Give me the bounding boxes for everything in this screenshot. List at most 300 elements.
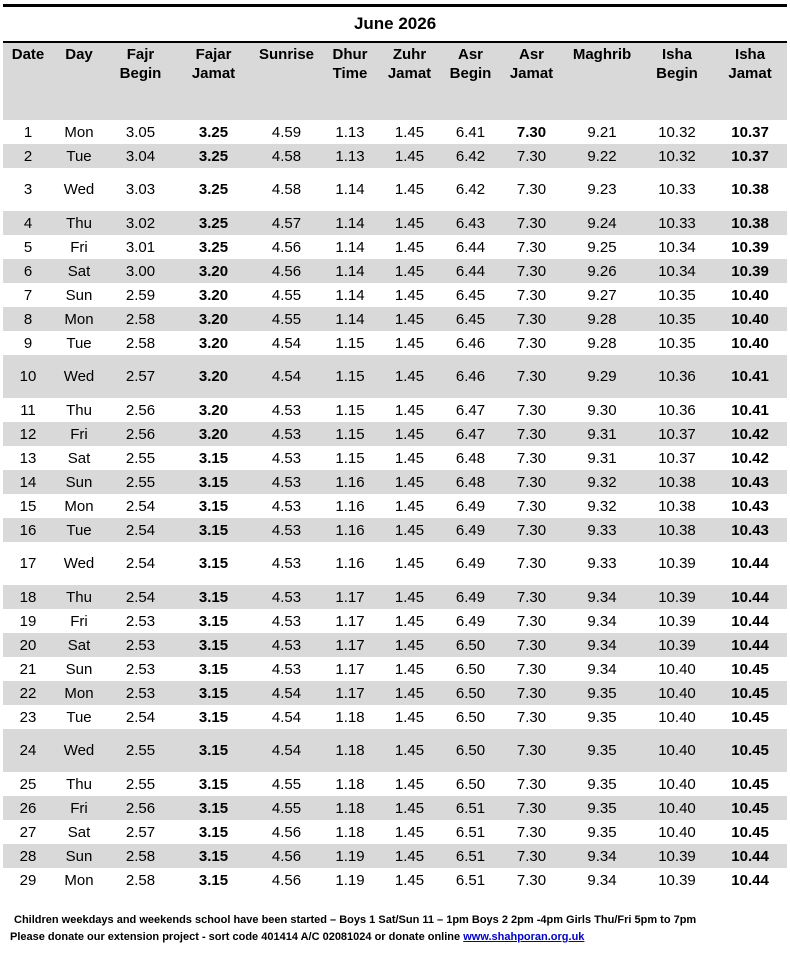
cell-date: 21 [19, 660, 37, 678]
title-row [3, 6, 787, 43]
cell-sunrise: 4.55 [251, 307, 322, 331]
cell-asr-jamat: 7.30 [516, 497, 547, 515]
cell-date: 28 [3, 844, 53, 868]
table-row [3, 355, 787, 398]
cell-fajr-begin: 2.54 [105, 585, 176, 609]
cell-dhur: 1.18 [322, 729, 378, 772]
cell-asr-begin: 6.51 [455, 871, 486, 889]
cell-fajr-begin: 2.59 [125, 286, 156, 304]
cell-day: Sat [53, 259, 105, 283]
cell-day: Mon [64, 871, 94, 889]
cell-dhur: 1.14 [335, 181, 365, 198]
cell-isha-begin: 10.35 [658, 286, 696, 304]
table-row [3, 283, 787, 307]
cell-fajr-begin: 2.58 [105, 307, 176, 331]
cell-day: Sun [53, 844, 105, 868]
col-header-fajr-begin: Fajr Begin [105, 42, 176, 120]
cell-dhur: 1.16 [322, 470, 378, 494]
cell-day: Fri [53, 422, 105, 446]
cell-isha-begin: 10.38 [641, 470, 713, 494]
cell-date: 18 [3, 585, 53, 609]
cell-fajr-begin: 2.53 [125, 612, 156, 630]
cell-sunrise: 4.54 [271, 708, 302, 726]
cell-dhur: 1.15 [335, 401, 365, 419]
table-row [3, 585, 787, 609]
cell-dhur: 1.17 [322, 585, 378, 609]
cell-zuhr-jamat: 1.45 [394, 775, 425, 793]
cell-dhur: 1.17 [335, 612, 365, 630]
cell-maghrib: 9.28 [587, 334, 617, 352]
cell-sunrise: 4.53 [251, 470, 322, 494]
table-row [3, 844, 787, 868]
table-row [3, 820, 787, 844]
cell-day: Sun [65, 660, 93, 678]
cell-maghrib: 9.29 [563, 355, 641, 398]
cell-zuhr-jamat: 1.45 [394, 286, 425, 304]
cell-asr-jamat: 7.30 [516, 238, 547, 256]
cell-asr-begin: 6.47 [455, 401, 486, 419]
cell-maghrib: 9.35 [587, 775, 617, 793]
cell-fajr-begin: 2.55 [125, 449, 156, 467]
cell-fajr-jamat: 3.20 [198, 401, 229, 419]
table-row [3, 657, 787, 681]
cell-date: 6 [3, 259, 53, 283]
cell-asr-begin: 6.48 [455, 449, 486, 467]
cell-maghrib: 9.32 [563, 470, 641, 494]
cell-sunrise: 4.54 [251, 681, 322, 705]
cell-asr-jamat: 7.30 [516, 775, 547, 793]
cell-zuhr-jamat: 1.45 [394, 612, 425, 630]
table-row [3, 518, 787, 542]
cell-zuhr-jamat: 1.45 [378, 470, 441, 494]
table-row [3, 331, 787, 355]
cell-zuhr-jamat: 1.45 [394, 708, 425, 726]
cell-asr-jamat: 7.30 [500, 681, 563, 705]
cell-asr-jamat: 7.30 [500, 518, 563, 542]
cell-asr-jamat: 7.30 [500, 729, 563, 772]
cell-fajr-begin: 2.56 [125, 401, 156, 419]
cell-asr-jamat: 7.30 [500, 355, 563, 398]
cell-isha-begin: 10.32 [658, 123, 696, 141]
cell-fajr-jamat: 3.15 [176, 518, 251, 542]
cell-asr-jamat: 7.30 [516, 181, 547, 198]
cell-dhur: 1.18 [335, 775, 365, 793]
cell-fajr-jamat: 3.15 [198, 612, 229, 630]
cell-zuhr-jamat: 1.45 [394, 181, 425, 198]
cell-fajr-jamat: 3.15 [176, 729, 251, 772]
prayer-timetable [3, 4, 787, 892]
table-row [3, 868, 787, 892]
cell-maghrib: 9.23 [587, 181, 617, 198]
cell-date: 26 [3, 796, 53, 820]
cell-isha-jamat: 10.43 [713, 470, 787, 494]
cell-dhur: 1.15 [322, 422, 378, 446]
table-row [3, 259, 787, 283]
donation-text: Please donate our extension project - sort code 401414 A/C 02081024 or donate online [10, 931, 464, 943]
cell-fajr-begin: 2.57 [105, 355, 176, 398]
cell-isha-begin: 10.40 [641, 796, 713, 820]
cell-sunrise: 4.56 [271, 823, 302, 841]
cell-maghrib: 9.21 [587, 123, 617, 141]
cell-date: 15 [19, 497, 37, 515]
cell-fajr-jamat: 3.15 [198, 775, 229, 793]
cell-isha-jamat: 10.44 [731, 555, 769, 572]
cell-asr-jamat: 7.30 [516, 334, 547, 352]
cell-maghrib: 9.35 [563, 681, 641, 705]
cell-isha-begin: 10.34 [658, 238, 696, 256]
cell-fajr-begin: 2.58 [125, 334, 156, 352]
cell-asr-begin: 6.47 [441, 422, 500, 446]
cell-dhur: 1.14 [335, 286, 365, 304]
cell-isha-begin: 10.38 [641, 518, 713, 542]
cell-fajr-jamat: 3.15 [198, 660, 229, 678]
cell-isha-jamat: 10.44 [713, 585, 787, 609]
cell-isha-begin: 10.39 [658, 612, 696, 630]
cell-asr-begin: 6.46 [455, 334, 486, 352]
cell-asr-jamat: 7.30 [500, 422, 563, 446]
cell-maghrib: 9.26 [563, 259, 641, 283]
cell-zuhr-jamat: 1.45 [394, 660, 425, 678]
cell-fajr-jamat: 3.15 [176, 681, 251, 705]
cell-zuhr-jamat: 1.45 [378, 211, 441, 235]
cell-zuhr-jamat: 1.45 [378, 633, 441, 657]
cell-date: 25 [19, 775, 37, 793]
cell-sunrise: 4.55 [271, 775, 302, 793]
cell-maghrib: 9.31 [563, 422, 641, 446]
cell-day: Mon [53, 681, 105, 705]
cell-zuhr-jamat: 1.45 [378, 422, 441, 446]
cell-sunrise: 4.54 [251, 729, 322, 772]
cell-isha-jamat: 10.41 [731, 401, 769, 419]
cell-fajr-begin: 2.58 [125, 871, 156, 889]
cell-zuhr-jamat: 1.45 [378, 729, 441, 772]
cell-fajr-jamat: 3.25 [176, 211, 251, 235]
cell-asr-jamat: 7.30 [516, 708, 547, 726]
cell-dhur: 1.14 [335, 238, 365, 256]
table-row [3, 120, 787, 144]
cell-isha-begin: 10.32 [641, 144, 713, 168]
cell-date: 1 [23, 123, 33, 141]
cell-sunrise: 4.53 [271, 612, 302, 630]
cell-isha-jamat: 10.37 [731, 123, 769, 141]
cell-fajr-begin: 3.04 [105, 144, 176, 168]
cell-isha-jamat: 10.42 [713, 422, 787, 446]
cell-maghrib: 9.33 [587, 555, 617, 572]
cell-asr-jamat: 7.30 [500, 844, 563, 868]
cell-dhur: 1.14 [322, 307, 378, 331]
table-row [3, 211, 787, 235]
cell-asr-begin: 6.50 [455, 708, 486, 726]
table-row [3, 705, 787, 729]
cell-isha-jamat: 10.45 [713, 729, 787, 772]
cell-fajr-begin: 2.54 [125, 497, 156, 515]
cell-day: Thu [53, 585, 105, 609]
cell-maghrib: 9.35 [563, 729, 641, 772]
col-header-maghrib: Maghrib [563, 42, 641, 120]
cell-zuhr-jamat: 1.45 [378, 681, 441, 705]
cell-maghrib: 9.34 [563, 585, 641, 609]
col-header-fajr-jamat: Fajar Jamat [176, 42, 251, 120]
col-header-zuhr-jamat: Zuhr Jamat [378, 42, 441, 120]
cell-asr-jamat: 7.30 [516, 286, 547, 304]
cell-isha-begin: 10.39 [641, 585, 713, 609]
cell-isha-begin: 10.35 [641, 307, 713, 331]
cell-day: Sat [67, 449, 91, 467]
cell-maghrib: 9.34 [563, 633, 641, 657]
cell-zuhr-jamat: 1.45 [378, 307, 441, 331]
cell-isha-jamat: 10.45 [731, 660, 769, 678]
cell-isha-begin: 10.37 [658, 449, 696, 467]
cell-asr-begin: 6.51 [441, 844, 500, 868]
col-header-isha-jamat: Isha Jamat [713, 42, 787, 120]
cell-fajr-begin: 2.54 [125, 555, 156, 572]
website-link[interactable]: www.shahporan.org.uk [463, 931, 585, 943]
cell-dhur: 1.18 [335, 823, 365, 841]
cell-date: 24 [3, 729, 53, 772]
cell-fajr-begin: 2.56 [105, 796, 176, 820]
cell-asr-begin: 6.44 [441, 259, 500, 283]
cell-zuhr-jamat: 1.45 [394, 497, 425, 515]
cell-asr-begin: 6.50 [441, 633, 500, 657]
cell-dhur: 1.18 [335, 708, 365, 726]
cell-asr-begin: 6.41 [455, 123, 486, 141]
cell-asr-begin: 6.51 [455, 823, 486, 841]
cell-isha-jamat: 10.37 [713, 144, 787, 168]
cell-dhur: 1.16 [335, 497, 365, 515]
cell-maghrib: 9.22 [563, 144, 641, 168]
cell-day: Wed [63, 555, 95, 572]
cell-day: Tue [53, 144, 105, 168]
cell-asr-begin: 6.49 [455, 497, 486, 515]
cell-zuhr-jamat: 1.45 [378, 259, 441, 283]
cell-fajr-jamat: 3.25 [198, 181, 229, 198]
cell-isha-jamat: 10.41 [713, 355, 787, 398]
cell-date: 8 [3, 307, 53, 331]
cell-isha-jamat: 10.43 [713, 518, 787, 542]
cell-asr-jamat: 7.30 [516, 449, 547, 467]
cell-day: Wed [53, 355, 105, 398]
cell-fajr-jamat: 3.20 [176, 422, 251, 446]
cell-fajr-jamat: 3.20 [198, 334, 229, 352]
cell-sunrise: 4.54 [251, 355, 322, 398]
cell-fajr-jamat: 3.15 [198, 449, 229, 467]
table-row [3, 729, 787, 772]
col-header-dhur: Dhur Time [322, 42, 378, 120]
cell-isha-begin: 10.34 [641, 259, 713, 283]
cell-isha-begin: 10.40 [641, 729, 713, 772]
cell-asr-jamat: 7.30 [516, 401, 547, 419]
cell-fajr-jamat: 3.15 [198, 871, 229, 889]
cell-asr-begin: 6.49 [441, 585, 500, 609]
cell-sunrise: 4.56 [251, 259, 322, 283]
cell-day: Sat [53, 633, 105, 657]
cell-sunrise: 4.58 [271, 181, 302, 198]
cell-fajr-begin: 2.53 [105, 633, 176, 657]
cell-fajr-jamat: 3.15 [176, 844, 251, 868]
cell-sunrise: 4.58 [251, 144, 322, 168]
cell-isha-begin: 10.38 [658, 497, 696, 515]
cell-date: 29 [19, 871, 37, 889]
cell-fajr-jamat: 3.15 [176, 585, 251, 609]
table-row [3, 633, 787, 657]
cell-isha-jamat: 10.42 [731, 449, 769, 467]
cell-day: Mon [64, 497, 94, 515]
cell-isha-jamat: 10.44 [731, 612, 769, 630]
cell-asr-begin: 6.50 [455, 660, 486, 678]
cell-asr-begin: 6.44 [455, 238, 486, 256]
cell-fajr-begin: 3.00 [105, 259, 176, 283]
cell-fajr-jamat: 3.20 [176, 307, 251, 331]
cell-sunrise: 4.53 [251, 422, 322, 446]
cell-isha-begin: 10.40 [641, 681, 713, 705]
cell-maghrib: 9.33 [563, 518, 641, 542]
table-row [3, 796, 787, 820]
cell-day: Tue [66, 708, 92, 726]
cell-zuhr-jamat: 1.45 [394, 123, 425, 141]
cell-dhur: 1.14 [322, 211, 378, 235]
cell-zuhr-jamat: 1.45 [394, 871, 425, 889]
cell-fajr-jamat: 3.25 [198, 123, 229, 141]
cell-dhur: 1.17 [322, 681, 378, 705]
cell-day: Sat [67, 823, 91, 841]
cell-date: 14 [3, 470, 53, 494]
cell-zuhr-jamat: 1.45 [378, 144, 441, 168]
cell-zuhr-jamat: 1.45 [378, 355, 441, 398]
cell-sunrise: 4.53 [271, 660, 302, 678]
cell-isha-jamat: 10.45 [731, 708, 769, 726]
cell-asr-begin: 6.50 [441, 681, 500, 705]
cell-asr-begin: 6.49 [441, 518, 500, 542]
cell-fajr-begin: 3.02 [105, 211, 176, 235]
cell-maghrib: 9.34 [563, 844, 641, 868]
cell-asr-jamat: 7.30 [516, 555, 547, 572]
col-header-asr-begin: Asr Begin [441, 42, 500, 120]
col-header-asr-jamat: Asr Jamat [500, 42, 563, 120]
cell-isha-begin: 10.39 [641, 844, 713, 868]
table-row [3, 542, 787, 585]
page-title: June 2026 [3, 6, 787, 43]
cell-fajr-jamat: 3.15 [176, 633, 251, 657]
cell-fajr-begin: 2.54 [125, 708, 156, 726]
table-row [3, 422, 787, 446]
cell-asr-jamat: 7.30 [500, 259, 563, 283]
cell-fajr-jamat: 3.15 [198, 555, 229, 572]
cell-asr-begin: 6.51 [441, 796, 500, 820]
cell-dhur: 1.14 [322, 259, 378, 283]
cell-maghrib: 9.34 [587, 660, 617, 678]
cell-isha-jamat: 10.39 [713, 259, 787, 283]
cell-isha-begin: 10.40 [658, 823, 696, 841]
cell-zuhr-jamat: 1.45 [394, 238, 425, 256]
cell-zuhr-jamat: 1.45 [394, 823, 425, 841]
column-header-row [3, 42, 787, 120]
cell-fajr-begin: 2.53 [105, 681, 176, 705]
cell-date: 23 [19, 708, 37, 726]
col-header-day: Day [53, 42, 105, 120]
cell-fajr-jamat: 3.15 [176, 470, 251, 494]
cell-fajr-jamat: 3.20 [176, 259, 251, 283]
cell-fajr-begin: 2.55 [105, 470, 176, 494]
cell-asr-jamat: 7.30 [516, 823, 547, 841]
cell-asr-jamat: 7.30 [500, 307, 563, 331]
cell-dhur: 1.19 [335, 871, 365, 889]
cell-date: 13 [19, 449, 37, 467]
cell-asr-begin: 6.49 [455, 555, 486, 572]
table-row [3, 494, 787, 518]
cell-isha-begin: 10.33 [658, 181, 696, 198]
cell-isha-jamat: 10.40 [713, 307, 787, 331]
cell-fajr-jamat: 3.15 [198, 497, 229, 515]
cell-fajr-begin: 2.56 [105, 422, 176, 446]
cell-asr-jamat: 7.30 [516, 612, 547, 630]
cell-maghrib: 9.31 [587, 449, 617, 467]
cell-day: Thu [66, 401, 92, 419]
cell-isha-jamat: 10.38 [731, 181, 769, 198]
cell-asr-begin: 6.46 [441, 355, 500, 398]
cell-date: 12 [3, 422, 53, 446]
cell-isha-begin: 10.33 [641, 211, 713, 235]
cell-asr-jamat: 7.30 [500, 211, 563, 235]
cell-sunrise: 4.56 [271, 238, 302, 256]
cell-isha-begin: 10.40 [658, 660, 696, 678]
cell-day: Mon [64, 123, 94, 141]
cell-sunrise: 4.56 [251, 844, 322, 868]
cell-fajr-jamat: 3.20 [198, 286, 229, 304]
cell-maghrib: 9.25 [587, 238, 617, 256]
cell-date: 11 [20, 401, 36, 419]
cell-fajr-jamat: 3.15 [198, 708, 229, 726]
cell-dhur: 1.15 [335, 449, 365, 467]
cell-isha-jamat: 10.39 [731, 238, 769, 256]
table-row [3, 470, 787, 494]
cell-fajr-jamat: 3.20 [176, 355, 251, 398]
cell-sunrise: 4.53 [271, 449, 302, 467]
cell-zuhr-jamat: 1.45 [378, 518, 441, 542]
cell-maghrib: 9.35 [587, 708, 617, 726]
school-notice: Children weekdays and weekends school have been started – Boys 1 Sat/Sun 11 – 1pm Boys 2 2pm -4pm Girls Thu/Fri 5pm to 7pm [14, 914, 697, 926]
cell-date: 4 [3, 211, 53, 235]
cell-maghrib: 9.34 [587, 612, 617, 630]
cell-sunrise: 4.59 [271, 123, 302, 141]
cell-isha-jamat: 10.44 [713, 633, 787, 657]
cell-sunrise: 4.56 [271, 871, 302, 889]
cell-fajr-begin: 3.05 [125, 123, 156, 141]
cell-zuhr-jamat: 1.45 [394, 555, 425, 572]
cell-fajr-begin: 2.53 [125, 660, 156, 678]
cell-isha-begin: 10.35 [658, 334, 696, 352]
cell-fajr-begin: 2.57 [125, 823, 156, 841]
table-row [3, 609, 787, 633]
cell-dhur: 1.15 [322, 355, 378, 398]
cell-sunrise: 4.53 [251, 518, 322, 542]
cell-asr-begin: 6.49 [455, 612, 486, 630]
cell-asr-jamat: 7.30 [500, 633, 563, 657]
cell-maghrib: 9.34 [587, 871, 617, 889]
cell-sunrise: 4.53 [271, 555, 302, 572]
cell-dhur: 1.19 [322, 844, 378, 868]
cell-asr-jamat: 7.30 [500, 144, 563, 168]
cell-maghrib: 9.32 [587, 497, 617, 515]
cell-fajr-jamat: 3.15 [176, 796, 251, 820]
cell-isha-jamat: 10.45 [713, 796, 787, 820]
cell-zuhr-jamat: 1.45 [378, 796, 441, 820]
cell-asr-begin: 6.50 [455, 775, 486, 793]
cell-date: 27 [19, 823, 37, 841]
cell-fajr-jamat: 3.15 [198, 823, 229, 841]
timetable-sheet [3, 4, 787, 892]
cell-date: 2 [3, 144, 53, 168]
cell-fajr-begin: 2.55 [105, 729, 176, 772]
